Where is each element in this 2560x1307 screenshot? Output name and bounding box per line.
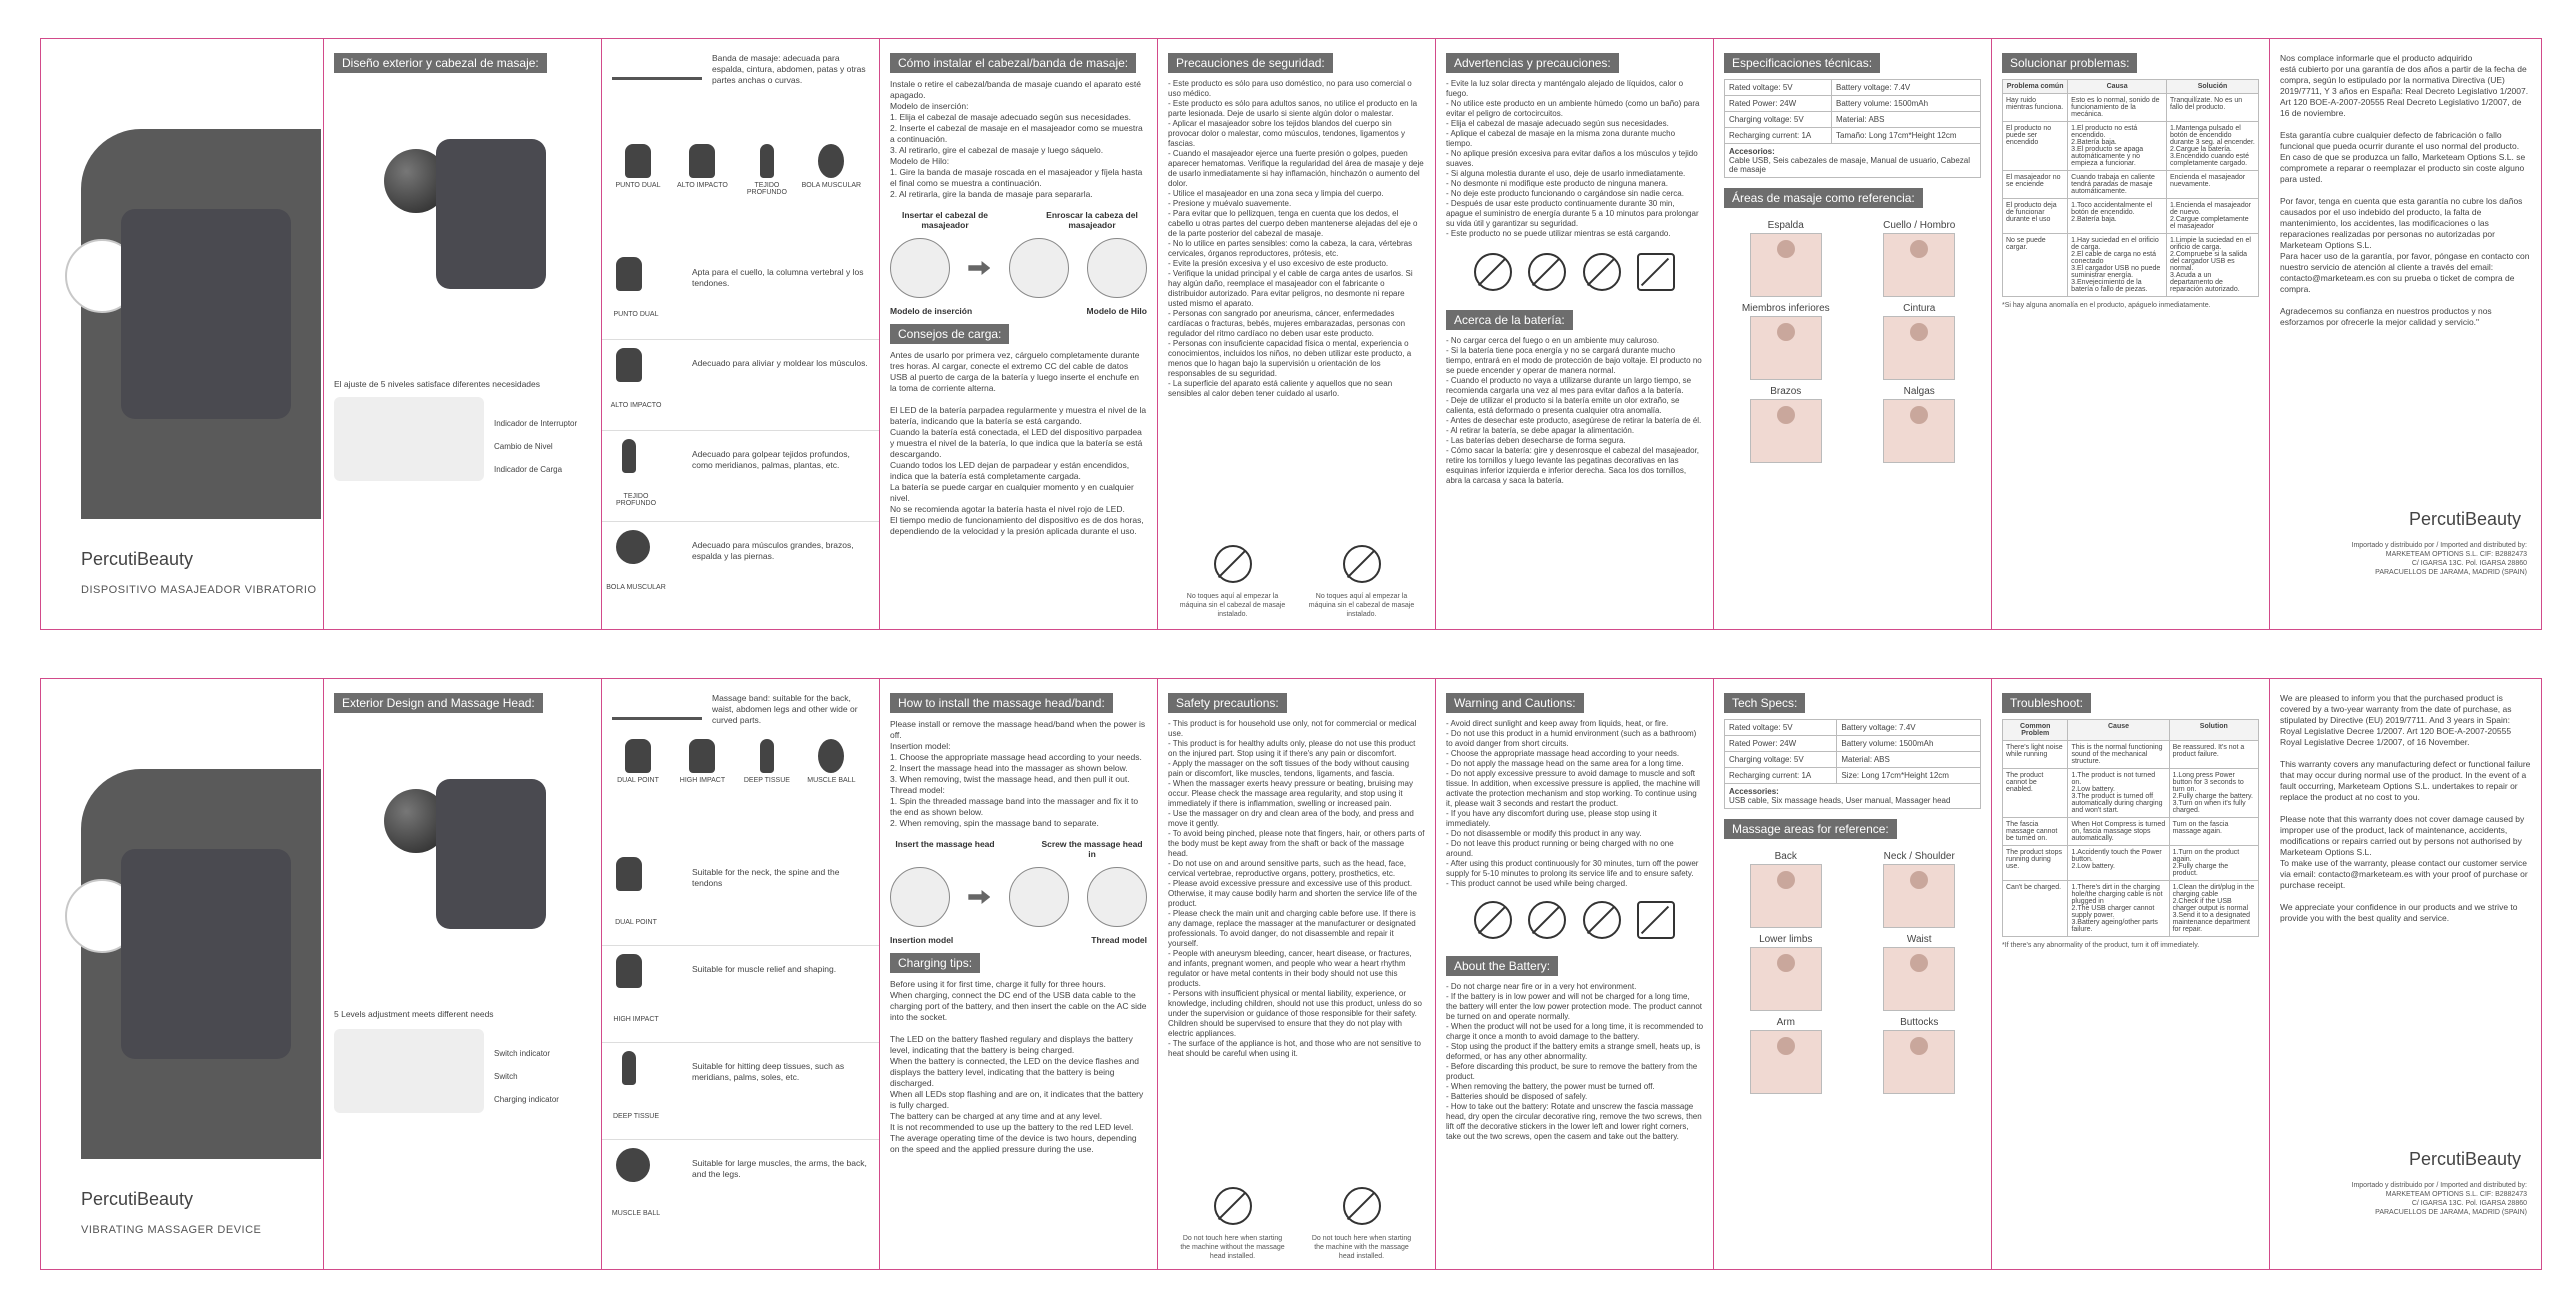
massage-heads-panel (602, 39, 880, 629)
legend-charge-indicator: Indicador de Carga (494, 465, 563, 474)
heads-table (602, 249, 880, 612)
section-header: Exterior Design and Massage Head: (334, 693, 543, 713)
section-header: Safety precautions: (1168, 693, 1287, 713)
dual-point-icon (616, 857, 642, 891)
brand-logo: PercutiBeauty (2408, 509, 2521, 529)
section-header: Charging tips: (890, 953, 980, 973)
brand-logo: PercutiBeauty (81, 1189, 194, 1209)
insert-label: Insert the massage head (895, 839, 995, 849)
dual-point-icon (625, 739, 651, 773)
table-row: Hay ruido mientras funciona. Esto es lo normal, sonido de funcionamiento de la mecánica. Tranquilízate. No es un fallo del producto. (2003, 94, 2259, 122)
head-high-impact: HIGH IMPACT (672, 739, 732, 784)
insert-step-b (1009, 238, 1069, 298)
warranty-text: Nos complace informarle que el producto adquirido está cubierto por una garantía de dos años a partir de la fecha de compra, según lo estipulado por la normativa Directiva (UE) 2019/7711, Y 3 años en España: Real Decreto Legislativo 1/2007. Art 120 BOE-A-2007-20555 Real Decreto Legislativo 1/2007, de 16 de noviembre. Esta garantía cubre cualquier defecto de fabricación o fallo funcional que pueda ocurrir durante el uso normal del producto. En caso de que se produzca un fallo, Marketeam Options S.L. se compromete a reparar o reemplazar el producto sin coste alguno para usted. Por favor, tenga en cuenta que esta garantía no cubre los daños causados por el uso indebido del producto, la falta de mantenimiento, los accidentes, las modificaciones o las reparaciones realizadas por personas no autorizadas por Marketeam Options S.L. Para hacer uso de la garantía, por favor, póngase en contacto con nuestro servicio de atención al cliente a través del email: contacto@marketeam.es con su prueba o ticket de compra de compra. Agradecemos su confianza en nuestros productos y nos esforzamos por ofrecerle la mejor calidad y servicio." (2280, 53, 2530, 327)
body-figure-image (1883, 1030, 1955, 1094)
troubleshoot-note: *Si hay alguna anomalía en el producto, apáguelo inmediatamente. (2002, 302, 2211, 309)
warning-note: Do not touch here when starting the machine without the massage head installed. (1180, 1235, 1285, 1260)
brand-logo: PercutiBeauty (2408, 1149, 2521, 1169)
no-disassemble-icon (1637, 901, 1675, 939)
levels-text: El ajuste de 5 niveles satisface diferentes necesidades (334, 379, 541, 389)
legend-charging-indicator: Charging indicator (494, 1095, 559, 1104)
warranty-panel (2270, 39, 2541, 629)
band-description: Banda de masaje: adecuada para espalda, cintura, abdomen, patas y otras partes anchas o curvas. (712, 53, 866, 85)
section-header: How to install the massage head/band: (890, 693, 1113, 713)
brand-logo: PercutiBeauty (81, 549, 194, 569)
spanish-manual-sheet (40, 38, 2542, 630)
table-row: There's light noise while running This is the normal functioning sound of the mechanical structure. Be reassured. It's not a product failure. (2003, 741, 2259, 769)
warning-note: Do not touch here when starting the machine with the massage head installed. (1311, 1235, 1412, 1260)
section-header: Warning and Cautions: (1446, 693, 1584, 713)
table-row: The product cannot be enabled. 1.The product is not turned on. 2.Low battery. 3.The product is turned off automatically during charging and won't start. 1.Long press Power button for 3 seconds to turn on. 2.Fully charge the battery. 3.Turn on when it's fully charged. (2003, 769, 2259, 818)
no-water-icon (1474, 901, 1512, 939)
no-touch-icon (1214, 1187, 1252, 1225)
troubleshoot-table: Problema común Causa Solución Hay ruido mientras funciona. Esto es lo normal, sonido de funcionamiento de la mecánica. Tranquilízate. No es un fallo del producto. El producto no puede ser encendido 1.El producto no está encendido. 2.Batería baja. 3.El producto se apaga automáticamente y no empieza a funcionar. 1.Mantenga pulsado el botón de encendido durante 3 seg. al encender. 2.Cargue la batería. 3.Encendido cuando esté completamente cargado. El masajeador no se enciende Cuando trabaja en caliente tendrá paradas de masaje automáticamente. Encienda el masajeador nuevamente. El producto deja de funcionar durante el uso 1.Toco accidentalmente el botón de encendido. 2.Batería baja. 1.Encienda el masajeador de nuevo. 2.Cargue completamente el masajeador No se puede cargar. 1.Hay suciedad en el orificio de carga. 2.El cable de carga no está conectado 3.El cargador USB no puede suministrar energía. 3.Envejecimiento de la batería o fallo de piezas. 1.Limpie la suciedad en el orificio de carga. 2.Compruebe si la salida del cargador USB es normal. 3.Acuda a un departamento de reparación autorizado. (2002, 79, 2259, 297)
head-row: BOLA MUSCULAR Adecuado para músculos grandes, brazos, espalda y las piernas. (602, 522, 880, 612)
specs-panel (1714, 679, 1992, 1269)
legend-switch-indicator: Indicador de Interruptor (494, 419, 578, 428)
warnings-text: - Evite la luz solar directa y manténgalo alejado de líquidos, calor o fuego. - No utilice este producto en un ambiente húmedo (como un baño) para evitar el peligro de cortocircuitos. - Elija el cabezal de masaje adecuado según sus necesidades. - Aplique el cabezal de masaje en la misma zona durante mucho tiempo. - No aplique presión excesiva para evitar daños a los músculos y tejido suaves. - Si alguna molestia durante el uso, deje de usarlo inmediatamente. - No desmonte ni modifique este producto de ninguna manera. - No deje este producto funcionando o cargándose sin nadie cerca. - Después de usar este producto continuamente durante 30 min, apague el suministro de energía durante 5 a 10 minutos para prolongar su vida útil y garantizar su seguridad. - Este producto no se puede utilizar mientras se está cargando. (1446, 79, 1700, 238)
warning-note: No toques aquí al empezar la máquina sin el cabezal de masaje instalado. (1179, 593, 1286, 618)
battery-text: - Do not charge near fire or in a very hot environment. - If the battery is in low power and will not be charged for a long time, the battery will enter the low power protection mode. The product cannot be turned on and operate normally. - When the product will not be used for a long time, it is recommended to charge it once a month to avoid damage to the battery. - Stop using the product if the battery emits a strange smell, heats up, is deformed, or has any other abnormality. - Before discarding this product, be sure to remove the battery from the product. - When removing the battery, the power must be turned off. - Batteries should be disposed of safely. - How to take out the battery: Rotate and unscrew the fascia massage head, dry open the circular decorative ring, remove the two screws, then lift off the decorative stickers in the lower left and lower right corners, take out the two screws, open the casem and take out the battery. (1446, 982, 1704, 1141)
install-diagram (890, 238, 1147, 298)
band-description: Massage band: suitable for the back, waist, abdomen legs and other wide or curved parts. (712, 693, 858, 725)
area-item: Buttocks (1858, 1017, 1982, 1094)
head-dual-point: DUAL POINT (608, 739, 668, 784)
device-image (121, 209, 291, 419)
section-header: Massage areas for reference: (1724, 819, 1897, 839)
dual-point-icon (616, 257, 642, 291)
no-fire-icon (1528, 253, 1566, 291)
no-disassemble-icon (1637, 253, 1675, 291)
heads-icon-row (608, 739, 876, 784)
head-muscle-ball: MUSCLE BALL (801, 739, 861, 784)
muscle-ball-icon (818, 739, 844, 773)
area-item: Espalda (1724, 220, 1848, 297)
device-image (121, 849, 291, 1059)
section-header: Diseño exterior y cabezal de masaje: (334, 53, 547, 73)
head-row: HIGH IMPACT Suitable for muscle relief and shaping. (602, 946, 880, 1043)
no-water-icon (1474, 253, 1512, 291)
body-figure-image (1750, 233, 1822, 297)
install-text: Instale o retire el cabezal/banda de masaje cuando el aparato esté apagado. Modelo de inserción: 1. Elija el cabezal de masaje adecuado según sus necesidades. 2. Inserte el cabezal de masaje en el masajeador como se muestra a continuación. 3. Al retirarlo, gire el cabezal de masaje y luego sáquelo. Modelo de Hilo: 1. Gire la banda de masaje roscada en el masajeador y fíjela hasta el final como se muestra a continuación. 2. Al retirarla, gire la banda de masaje para separarla. (890, 79, 1143, 199)
area-item: Miembros inferiores (1724, 303, 1848, 380)
section-header: Tech Specs: (1724, 693, 1805, 713)
specs-panel (1714, 39, 1992, 629)
insertion-model-label: Modelo de inserción (890, 306, 973, 316)
device-title: VIBRATING MASSAGER DEVICE (81, 1224, 262, 1236)
body-figure-image (1750, 399, 1822, 463)
head-row: ALTO IMPACTO Adecuado para aliviar y moldear los músculos. (602, 340, 880, 431)
troubleshoot-table: Common Problem Cause Solution There's light noise while running This is the normal functioning sound of the mechanical structure. Be reassured. It's not a product failure. The product cannot be enabled. 1.The product is not turned on. 2.Low battery. 3.The product is turned off automatically during charging and won't start. 1.Long press Power button for 3 seconds to turn on. 2.Fully charge the battery. 3.Turn on when it's fully charged. The fascia massage cannot be turned on. When Hot Compress is turned on, fascia massage stops automatically. Turn on the fascia massage again. The product stops running during use. 1.Accidently touch the Power button. 2.Low battery. 1.Turn on the product again. 2.Fully charge the product. Can't be charged. 1.There's dirt in the charging hole/the charging cable is not plugged in 2.The USB charger cannot supply power. 3.Battery ageing/other parts failure. 1.Clean the dirt/plug in the charging cable 2.Check if the USB charger output is normal 3.Send it to a designated maintenance department for repair. (2002, 719, 2259, 937)
importer-info: Importado y distribuido por / Imported and distributed by: MARKETEAM OPTIONS S.L. CIF: B2882473 C/ IGARSA 13C. Pol. IGARSA 28860 PARACUELLOS DE JARAMA, MADRID (SPAIN) (2351, 1182, 2527, 1216)
body-figure-image (1883, 399, 1955, 463)
warnings-panel (1436, 39, 1714, 629)
body-figure-image (1883, 864, 1955, 928)
head-row: PUNTO DUAL Apta para el cuello, la columna vertebral y los tendones. (602, 249, 880, 340)
area-item: Nalgas (1858, 386, 1982, 463)
dual-point-icon (625, 144, 651, 178)
body-figure-image (1883, 316, 1955, 380)
insertion-model-label: Insertion model (890, 935, 954, 945)
troubleshoot-panel (1992, 679, 2270, 1269)
deep-tissue-icon (622, 1051, 636, 1085)
area-item: Back (1724, 851, 1848, 928)
device-side-image (436, 779, 546, 929)
section-header: Acerca de la batería: (1446, 310, 1573, 330)
section-header: Advertencias y precauciones: (1446, 53, 1619, 73)
safety-panel (1158, 679, 1436, 1269)
area-item: Brazos (1724, 386, 1848, 463)
control-panel-image (334, 397, 484, 481)
no-heat-icon (1583, 901, 1621, 939)
device-title: DISPOSITIVO MASAJEADOR VIBRATORIO (81, 584, 317, 596)
exterior-design-panel (324, 679, 602, 1269)
cover-panel (41, 679, 324, 1269)
body-figure-image (1750, 316, 1822, 380)
arrow-icon (968, 890, 990, 904)
section-header: Troubleshoot: (2002, 693, 2091, 713)
control-panel-image (334, 1029, 484, 1113)
warranty-panel (2270, 679, 2541, 1269)
importer-info: Importado y distribuido por / Imported and distributed by: MARKETEAM OPTIONS S.L. CIF: B2882473 C/ IGARSA 13C. Pol. IGARSA 28860 PARACUELLOS DE JARAMA, MADRID (SPAIN) (2351, 542, 2527, 576)
insert-step-a (890, 867, 950, 927)
muscle-ball-icon (616, 530, 650, 564)
charging-text: Before using it for first time, charge it fully for three hours. When charging, connect the DC end of the USB data cable to the charging port of the battery, and then insert the cable on the AC side into the socket. The LED on the battery flashed regulary and displays the battery level, indicating that the battery is being charged. When the battery is connected, the LED on the device flashes and displays the battery level, indicating that the battery is being discharged. When all LEDs stop flashing and are on, it indicates that the battery is fully charged. The battery can be charged at any time and at any level. It is not recommended to use up the battery to the red LED level. The average operating time of the device is two hours, depending on the speed and the applied pressure during the use. (890, 979, 1147, 1154)
install-text: Please install or remove the massage head/band when the power is off. Insertion model: 1. Choose the appropriate massage head according to your needs. 2. Insert the massage head into the massager as shown below. 3. When removing, twist the massage head, and then pull it out. Thread model: 1. Spin the threaded massage band into the massager and fix it to the end as shown below. 2. When removing, spin the massage band to separate. (890, 719, 1146, 828)
heads-table (602, 849, 880, 1236)
massage-areas-grid (1724, 220, 1981, 463)
body-figure-image (1883, 947, 1955, 1011)
deep-tissue-icon (622, 439, 636, 473)
section-header: Solucionar problemas: (2002, 53, 2137, 73)
no-touch-icon (1214, 545, 1252, 583)
warranty-text: We are pleased to inform you that the purchased product is covered by a two-year warranty from the date of purchase, as stipulated by Directive (EU) 2019/7711. And 3 years in Spain: Royal Legislative Decree 1/2007. Art 120 BOE-A-2007-20555 Royal Legislative Decree 1/2007, of 16 November. This warranty covers any manufacturing defect or functional failure that may occur during normal use of the product. In the event of a fault occurring, Marketeam Options S.L. undertakes to repair or replace the product at no cost to you. Please note that this warranty does not cover damage caused by improper use of the product, lack of maintenance, accidents, modifications or repairs carried out by persons not authorised by Marketeam Options S.L. To make use of the warranty, please contact our customer service via email: contacto@marketeam.es with your proof of purchase or purchase receipt. We appreciate your confidence in our products and we strive to provide you with the best quality and service. (2280, 693, 2531, 923)
battery-text: - No cargar cerca del fuego o en un ambiente muy caluroso. - Si la batería tiene poca energía y no se cargará durante mucho tiempo, entrará en el modo de protección de bajo voltaje. El producto no se puede encender y operar de manera normal. - Cuando el producto no vaya a utilizarse durante un largo tiempo, se recomienda cargarla una vez al mes para evitar daños a la batería. - Deje de utilizar el producto si la batería emite un olor extraño, se calienta, está deformado o presenta cualquier otra anomalía. - Antes de desechar este producto, asegúrese de retirar la batería de él. - Al retirar la batería, se debe apagar la alimentación. - Las baterías deben desecharse de forma segura. - Cómo sacar la batería: gire y desenrosque el cabezal del masajeador, retire los tornillos y luego levante las pegatinas decorativas en las esquinas inferior izquierda e inferior derecha. Saca los dos tornillos, abra la carcasa y saca la batería. (1446, 336, 1702, 485)
massage-band-image (612, 51, 702, 80)
troubleshoot-panel (1992, 39, 2270, 629)
screw-step-a (1087, 238, 1147, 298)
head-high-impact: ALTO IMPACTO (672, 144, 732, 189)
heads-icon-row (608, 144, 876, 196)
head-deep-tissue: TEJIDO PROFUNDO (737, 144, 797, 196)
table-row: The fascia massage cannot be turned on. When Hot Compress is turned on, fascia massage stops automatically. Turn on the fascia massage again. (2003, 818, 2259, 846)
body-figure-image (1750, 947, 1822, 1011)
charging-text: Antes de usarlo por primera vez, cárguelo completamente durante tres horas. Al cargar, conecte el extremo CC del cable de datos USB al puerto de carga de la batería y luego inserte el enchufe en la toma de corriente alterna. El LED de la batería parpadea regularmente y muestra el nivel de la batería, indicando que la batería se está cargando. Cuando la batería está conectada, el LED del dispositivo parpadea y muestra el nivel de la batería, lo que indica que la batería se está descargando. Cuando todos los LED dejan de parpadear y están encendidos, indica que la batería está completamente cargada. La batería se puede cargar en cualquier momento y en cualquier nivel. No se recomienda agotar la batería hasta el nivel rojo de LED. El tiempo medio de funcionamiento del dispositivo es de dos horas, dependiendo de la velocidad y la presión aplicada durante el uso. (890, 350, 1147, 536)
head-row: DUAL POINT Suitable for the neck, the spine and the tendons (602, 849, 880, 946)
table-row: Can't be charged. 1.There's dirt in the charging hole/the charging cable is not plugged in 2.The USB charger cannot supply power. 3.Battery ageing/other parts failure. 1.Clean the dirt/plug in the charging cable 2.Check if the USB charger output is normal 3.Send it to a designated maintenance department for repair. (2003, 881, 2259, 937)
high-impact-icon (616, 954, 642, 988)
levels-text: 5 Levels adjustment meets different needs (334, 1009, 494, 1019)
massage-heads-panel (602, 679, 880, 1269)
thread-model-label: Modelo de Hilo (1086, 306, 1147, 316)
head-row: DEEP TISSUE Suitable for hitting deep tissues, such as meridians, palms, soles, etc. (602, 1043, 880, 1140)
body-figure-image (1750, 864, 1822, 928)
table-row: El producto no puede ser encendido 1.El producto no está encendido. 2.Batería baja. 3.El producto se apaga automáticamente y no empieza a funcionar. 1.Mantenga pulsado el botón de encendido durante 3 seg. al encender. 2.Cargue la batería. 3.Encendido cuando esté completamente cargado. (2003, 122, 2259, 171)
area-item: Cuello / Hombro (1858, 220, 1982, 297)
no-touch-icon (1343, 545, 1381, 583)
head-dual-point: PUNTO DUAL (608, 144, 668, 189)
english-manual-sheet (40, 678, 2542, 1270)
insert-label: Insertar el cabezal de masajeador (902, 210, 988, 230)
arrow-icon (968, 261, 990, 275)
muscle-ball-icon (818, 144, 844, 178)
head-deep-tissue: DEEP TISSUE (737, 739, 797, 784)
specs-table: Rated voltage: 5V Battery voltage: 7.4V Rated Power: 24W Battery volume: 1500mAh Charging voltage: 5V Material: ABS Recharging current: 1A Tamaño: Long 17cm*Height 12cm Accesorios: Cable USB, Seis cabezales de masaje, Manual de usuario, Cabezal de masaje (1724, 79, 1981, 178)
head-row: MUSCLE BALL Suitable for large muscles, the arms, the back, and the legs. (602, 1140, 880, 1236)
massage-areas-grid (1724, 851, 1981, 1094)
troubleshoot-note: *If there's any abnormality of the product, turn it off immediately. (2002, 942, 2200, 949)
device-side-image (436, 139, 546, 289)
area-item: Lower limbs (1724, 934, 1848, 1011)
insert-step-a (890, 238, 950, 298)
table-row: El masajeador no se enciende Cuando trabaja en caliente tendrá paradas de masaje automáticamente. Encienda el masajeador nuevamente. (2003, 171, 2259, 199)
screw-step-a (1087, 867, 1147, 927)
legend-level-change: Cambio de Nivel (494, 442, 553, 451)
thread-model-label: Thread model (1091, 935, 1147, 945)
area-item: Arm (1724, 1017, 1848, 1094)
section-header: Consejos de carga: (890, 324, 1009, 344)
area-item: Cintura (1858, 303, 1982, 380)
high-impact-icon (616, 348, 642, 382)
no-touch-icon (1343, 1187, 1381, 1225)
insert-step-b (1009, 867, 1069, 927)
safety-text: - Este producto es sólo para uso doméstico, no para uso comercial o uso médico. - Este producto es sólo para adultos sanos, no utilice el producto en la parte lesionada. Deje de usarlo si siente algún dolor o malestar. - Aplicar el masajeador sobre los tejidos blandos del cuerpo sin provocar dolor o malestar, como músculos, tendones, ligamentos y fascias. - Cuando el masajeador ejerce una fuerte presión o golpes, pueden aparecer hematomas. Verifique la regularidad del área de masaje y deje de usarlo inmediatamente si hay inflamación, hinchazón o aumento del dolor. - Utilice el masajeador en una zona seca y limpia del cuerpo. - Presione y muévalo suavemente. - Para evitar que lo pellizquen, tenga en cuenta que los dedos, el cabello u otras partes del cuerpo deben mantenerse alejadas del eje o de la parte posterior del cabezal de masaje. - No lo utilice en partes sensibles: como la cabeza, la cara, vértebras cervicales, órganos reproductores, prótesis, etc. - Evite la presión excesiva y el uso excesivo de este producto. - Verifique la unidad principal y el cable de carga antes de usarlos. Si hay algún daño, reemplace el masajeador con el fabricante o distribuidor autorizado. Para evitar peligros, no desmonte ni repare usted mismo el aparato. - Personas con sangrado por aneurisma, cáncer, enfermedades cardíacas o fracturas, bebés, mujeres embarazadas, personas con regulador del ritmo cardíaco no deben usar este producto. - Personas con insuficiente capacidad física o mental, experiencia o conocimientos, incluidos los niños, no deben utilizar este producto, a menos que lo hagan bajo la supervisión u orientación de los responsables de su seguridad. - La superficie del aparato está caliente y aquellos que no sean sensibles al calor deben tener cuidado al usarlo. (1168, 79, 1424, 398)
body-figure-image (1883, 233, 1955, 297)
screw-label: Enroscar la cabeza del masajeador (1046, 210, 1138, 230)
muscle-ball-icon (616, 1148, 650, 1182)
install-panel (880, 39, 1158, 629)
legend-switch: Switch (494, 1072, 518, 1081)
deep-tissue-icon (760, 144, 774, 178)
head-row: TEJIDO PROFUNDO Adecuado para golpear tejidos profundos, como meridianos, palmas, plantas, etc. (602, 431, 880, 522)
legend-switch-indicator: Switch indicator (494, 1049, 551, 1058)
body-figure-image (1750, 1030, 1822, 1094)
section-header: About the Battery: (1446, 956, 1558, 976)
area-item: Neck / Shoulder (1858, 851, 1982, 928)
specs-table: Rated voltage: 5V Battery voltage: 7.4V Rated Power: 24W Battery volume: 1500mAh Charging voltage: 5V Material: ABS Recharging current: 1A Size: Long 17cm*Height 12cm Accessories: USB cable, Six massage heads, User manual, Massager head (1724, 719, 1981, 809)
section-header: Áreas de masaje como referencia: (1724, 188, 1923, 208)
table-row: El producto deja de funcionar durante el uso 1.Toco accidentalmente el botón de encendido. 2.Batería baja. 1.Encienda el masajeador de nuevo. 2.Cargue completamente el masajeador (2003, 199, 2259, 234)
section-header: Especificaciones técnicas: (1724, 53, 1880, 73)
cover-panel (41, 39, 324, 629)
install-panel (880, 679, 1158, 1269)
exterior-design-panel (324, 39, 602, 629)
no-fire-icon (1528, 901, 1566, 939)
no-heat-icon (1583, 253, 1621, 291)
head-muscle-ball: BOLA MUSCULAR (801, 144, 861, 189)
section-header: Precauciones de seguridad: (1168, 53, 1333, 73)
area-item: Waist (1858, 934, 1982, 1011)
deep-tissue-icon (760, 739, 774, 773)
warning-note: No toques aquí al empezar la máquina sin el cabezal de masaje instalado. (1308, 593, 1415, 618)
table-row: No se puede cargar. 1.Hay suciedad en el orificio de carga. 2.El cable de carga no está conectado 3.El cargador USB no puede suministrar energía. 3.Envejecimiento de la batería o fallo de piezas. 1.Limpie la suciedad en el orificio de carga. 2.Compruebe si la salida del cargador USB es normal. 3.Acuda a un departamento de reparación autorizado. (2003, 234, 2259, 297)
high-impact-icon (689, 144, 715, 178)
safety-panel (1158, 39, 1436, 629)
warnings-text: - Avoid direct sunlight and keep away from liquids, heat, or fire. - Do not use this product in a humid environment (such as a bathroom) to avoid danger from short circuits. - Choose the appropriate massage head according to your needs. - Do not apply the massage head on the same area for a long time. - Do not apply excessive pressure to avoid damage to muscle and soft tissue. In addition, when excessive pressure is applied, the machine will activate the protection mechanism and stop working. To continue using it, please wait 3 seconds and restart the product. - If you have any discomfort during use, please stop using it immediately. - Do not disassemble or modify this product in any way. - Do not leave this product running or being charged with no one around. - After using this product continuously for 30 minutes, turn off the power supply for 5-10 minutes to prolong its service life and to ensure safety. - This product cannot be used while being charged. (1446, 719, 1700, 888)
section-header: Cómo instalar el cabezal/banda de masaje: (890, 53, 1136, 73)
screw-label: Screw the massage head in (1041, 839, 1143, 859)
warnings-panel (1436, 679, 1714, 1269)
massage-band-image (612, 691, 702, 720)
safety-text: - This product is for household use only, not for commercial or medical use. - This product is for healthy adults only, please do not use this product on the injured part. Stop using it if there's any pain or discomfort. - Apply the massager on the soft tissues of the body without causing pain or discomfort, like muscles, tendons, ligaments, and fascia. - When the massager exerts heavy pressure or beating, bruising may occur. Please check the massage area regularity, and stop using it immediately if there is inflammation, swelling or increased pain. - Use the massager on dry and clean area of the body, and press and move it gently. - To avoid being pinched, please note that fingers, hair, or others parts of the body must be kept away from the shaft or back of the massage head. - Do not use on and around sensitive parts, such as the head, face, cervical vertebrae, reproductive organs, pottery, prosthetics, etc. - Please avoid excessive pressure and excessive use of this product. Otherwise, it may cause bodily harm and shorten the service life of the product. - Please check the main unit and charging cable before use. If there is any damage, replace the massager at the manufacturer or designated professionals. To avoid danger, do not disassemble and repair it yourself. - People with aneurysm bleeding, cancer, heart disease, or fractures, and infants, pregnant women, and people who wear a heart rhythm regulator or have metal contents in their body should not use this products. - Persons with insufficient physical or mental liability, experience, or knowledge, including children, should not use this product, unless do so under the supervision or guidance of those responsible for their safety. Children should be supervised to ensure that they do not play with electric appliances. - The surface of the appliance is hot, and those who are not sensitive to heat should be careful when using it. (1168, 719, 1425, 1058)
install-diagram (890, 867, 1147, 927)
table-row: The product stops running during use. 1.Accidently touch the Power button. 2.Low battery. 1.Turn on the product again. 2.Fully charge the product. (2003, 846, 2259, 881)
high-impact-icon (689, 739, 715, 773)
